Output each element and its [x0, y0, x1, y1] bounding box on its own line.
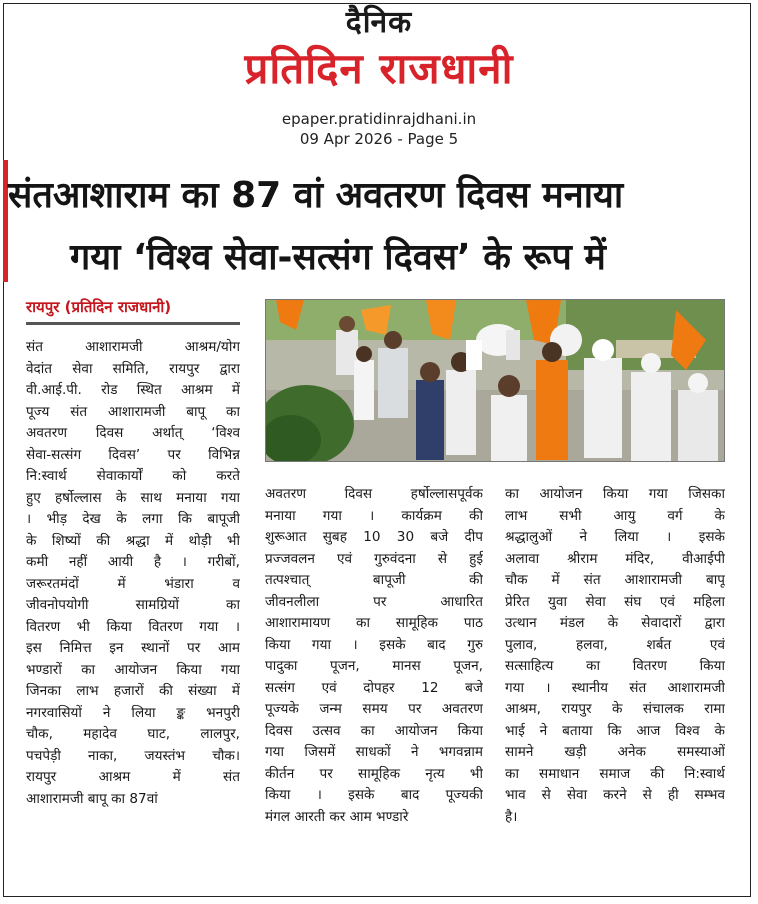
article-text: भाई ने बताया कि आज विश्व के — [505, 722, 725, 739]
article-text-line — [26, 488, 240, 510]
article-text-line — [265, 484, 483, 506]
article-text-line — [26, 509, 240, 531]
article-text-line — [505, 592, 725, 614]
epaper-url[interactable]: epaper.pratidinrajdhani.in — [281, 110, 477, 128]
article-text: मनाया गया । कार्यक्रम की — [265, 507, 483, 524]
article-text: पुलाव, हलवा, शर्बत एवं — [505, 636, 725, 653]
article-text-line — [505, 699, 725, 721]
article-text: वी.आई.पी. रोड स्थित आश्रम में — [26, 382, 240, 398]
article-text-line — [265, 742, 483, 764]
article-text: लाभ सभी आयु वर्ग के — [505, 507, 725, 524]
article-text: सेवा-सत्संग दिवस’ पर विभिन्न — [26, 446, 240, 463]
article-text: है। — [505, 808, 518, 825]
article-text: जीवनोपयोगी सामग्रियों का — [26, 597, 240, 613]
article-text-line — [505, 549, 725, 571]
masthead-paper-name: प्रतिदिन राजधानी — [244, 44, 514, 93]
article-text: किया । इसके बाद पूज्यकी — [265, 787, 483, 803]
article-text: भण्डारों का आयोजन किया गया — [26, 661, 240, 678]
article-text-line — [505, 742, 725, 764]
article-text-line — [505, 656, 725, 678]
article-text-line — [505, 764, 725, 786]
article-text: गया जिसमें साधकों ने भगवन्नाम — [265, 744, 483, 760]
article-text: वितरण भी किया वितरण गया । — [26, 618, 240, 635]
article-text-line — [26, 595, 240, 617]
article-text: । भीड़ देख के लगा कि बापूजी — [26, 511, 240, 527]
article-text-line — [505, 678, 725, 700]
article-text-line — [265, 764, 483, 786]
article-text-line — [26, 552, 240, 574]
article-text: पादुका पूजन, मानस पूजन, — [265, 658, 483, 674]
article-text-line — [505, 570, 725, 592]
article-text-line — [26, 638, 240, 660]
article-text: अवतरण दिवस हर्षोल्लासपूर्वक — [265, 486, 483, 502]
article-text: पूज्य संत आशारामजी बापू का — [26, 403, 240, 420]
article-text: मंगल आरती कर आम भण्डारे — [265, 808, 409, 825]
article-text-line — [265, 678, 483, 700]
article-text-line — [26, 380, 240, 402]
article-text-line — [26, 402, 240, 424]
article-column-1 — [26, 337, 240, 810]
article-text-line — [265, 549, 483, 571]
article-text: जरूरतमंदों में भंडारा व — [26, 575, 240, 592]
article-text-line — [26, 531, 240, 553]
article-text-line — [26, 359, 240, 381]
article-text: सत्संग एवं दोपहर 12 बजे — [265, 679, 483, 696]
article-text: प्रेरित युवा सेवा संघ एवं महिला — [505, 593, 725, 610]
headline-line-1: संतआशाराम का 87 वां अवतरण दिवस मनाया — [8, 175, 624, 216]
article-text-line — [265, 613, 483, 635]
procession-photo-illustration — [266, 300, 725, 462]
article-text-line — [265, 699, 483, 721]
news-photo — [265, 299, 725, 462]
article-text-line — [26, 703, 240, 725]
article-text: आशारामायण का सामूहिक पाठ — [265, 615, 483, 631]
article-text-line — [265, 656, 483, 678]
article-text: तत्पश्चात् बापूजी की — [265, 572, 483, 588]
article-text: कीर्तन पर सामूहिक नृत्य भी — [265, 765, 483, 782]
article-column-3 — [505, 484, 725, 828]
article-text: वेदांत सेवा समिति, रायपुर द्वारा — [26, 360, 240, 377]
article-text: हुए हर्षोल्लास के साथ मनाया गया — [26, 489, 240, 506]
article-text: अलावा श्रीराम मंदिर, वीआईपी — [505, 550, 725, 567]
article-text-line — [505, 721, 725, 743]
dateline: रायपुर (प्रतिदिन राजधानी) — [26, 297, 240, 325]
article-text-line — [505, 635, 725, 657]
article-text-line — [26, 767, 240, 789]
article-text: आश्रम, रायपुर के संचालक रामा — [505, 701, 725, 717]
article-text: संत आशारामजी आश्रम/योग — [26, 339, 240, 355]
article-text: सामने खड़ी अनेक समस्याओं — [505, 744, 725, 760]
article-text-line — [26, 445, 240, 467]
article-text: जिनका लाभ हजारों की संख्या में — [26, 683, 240, 699]
article-text: किया गया । इसके बाद गुरु — [265, 636, 483, 653]
article-text-line — [26, 789, 240, 811]
article-text-line — [265, 785, 483, 807]
headline-line-2: गया ‘विश्व सेवा-सत्संग दिवस’ के रूप में — [70, 237, 606, 278]
article-text-line — [26, 660, 240, 682]
article-text: अवतरण दिवस अर्थात् ‘विश्व — [26, 425, 240, 441]
article-text-line — [505, 527, 725, 549]
article-text: रायपुर आश्रम में संत — [26, 769, 240, 785]
article-text: चौक में संत आशारामजी बापू — [505, 572, 725, 588]
article-text: पूज्यके जन्म समय पर अवतरण — [265, 701, 483, 717]
article-text-line — [265, 635, 483, 657]
date-page: 09 Apr 2026 - Page 5 — [299, 130, 459, 148]
article-text: कमी नहीं आयी है । गरीबों, — [26, 554, 240, 570]
article-text: शुरूआत सुबह 10 30 बजे दीप — [265, 529, 483, 545]
article-text-line — [265, 527, 483, 549]
article-text-line — [265, 721, 483, 743]
article-text-line — [26, 423, 240, 445]
article-text: के शिष्यों की श्रद्धा में थोड़ी भी — [26, 532, 240, 549]
article-text: पचपेड़ी नाका, जयस्तंभ चौक। — [26, 747, 240, 764]
article-text-line — [505, 807, 725, 829]
article-text-line — [505, 613, 725, 635]
article-text-line — [505, 506, 725, 528]
masthead-daily: दैनिक — [345, 5, 413, 40]
article-text: नगरवासियों ने लिया ङ्क भनपुरी — [26, 704, 240, 721]
article-text-line — [265, 506, 483, 528]
article-text: भाव से सेवा करने से ही सम्भव — [505, 787, 725, 803]
article-text: आशारामजी बापू का 87वां — [26, 790, 158, 807]
article-text: उत्थान मंडल के सेवादारों द्वारा — [505, 615, 725, 631]
article-text-line — [26, 724, 240, 746]
article-text-line — [265, 592, 483, 614]
article-text: सत्साहित्य का वितरण किया — [505, 658, 725, 674]
article-text: जीवनलीला पर आधारित — [265, 593, 483, 610]
article-text-line — [505, 785, 725, 807]
article-text: चौक, महादेव घाट, लालपुर, — [26, 726, 240, 742]
article-text-line — [26, 466, 240, 488]
article-text: नि:स्वार्थ सेवाकार्यों को करते — [26, 468, 240, 484]
article-text-line — [505, 484, 725, 506]
article-text-line — [26, 337, 240, 359]
article-text: गया । स्थानीय संत आशारामजी — [505, 679, 725, 696]
article-column-2 — [265, 484, 483, 828]
article-text-line — [26, 574, 240, 596]
article-text: प्रज्जवलन एवं गुरुवंदना से हुई — [265, 550, 483, 567]
article-text: दिवस उत्सव का आयोजन किया — [265, 722, 483, 739]
article-text: का आयोजन किया गया जिसका — [505, 486, 725, 502]
article-text: श्रद्धालुओं ने लिया । इसके — [505, 529, 725, 545]
article-text-line — [26, 617, 240, 639]
article-text-line — [265, 807, 483, 829]
article-text-line — [26, 746, 240, 768]
article-text: इस निमित्त इन स्थानों पर आम — [26, 640, 240, 656]
article-text-line — [26, 681, 240, 703]
article-text: का समाधान समाज की नि:स्वार्थ — [505, 765, 725, 782]
article-text-line — [265, 570, 483, 592]
